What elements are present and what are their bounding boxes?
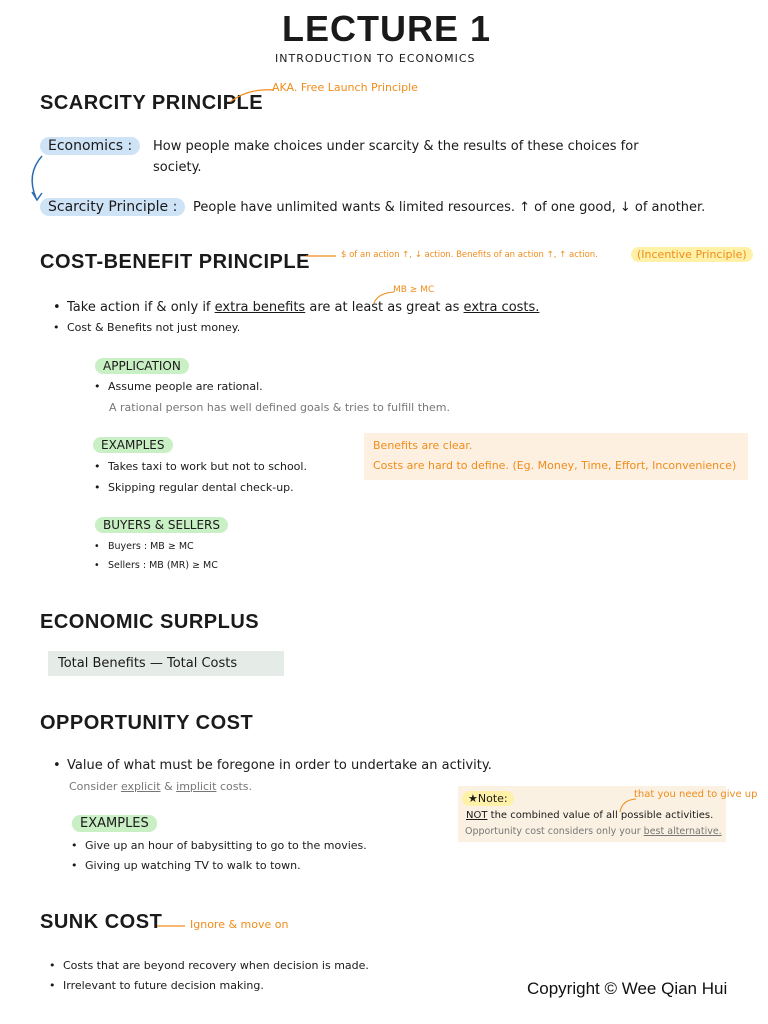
- economics-definition-line1: How people make choices under scarcity & the results of these choices for: [153, 139, 639, 154]
- sellers-rule-text: Sellers : MB (MR) ≥ MC: [108, 560, 218, 571]
- note-annotation: that you need to give up: [634, 789, 758, 800]
- consider-costs-line: [69, 780, 252, 793]
- sunk-bullet2-text: Irrelevant to future decision making.: [63, 979, 264, 992]
- sunk-bullet-1: [63, 959, 369, 972]
- mb-mc-annotation: MB ≥ MC: [393, 285, 435, 295]
- peach-line-1: Benefits are clear.: [373, 439, 473, 452]
- bullet1-text-a: Take action if & only if: [67, 300, 211, 315]
- scarcity-principle-tag: Scarcity Principle :: [40, 198, 185, 216]
- note-tag: ★Note:: [462, 791, 514, 806]
- heading-scarcity-principle: SCARCITY PRINCIPLE: [40, 92, 264, 114]
- copyright-notice: Copyright © Wee Qian Hui: [527, 979, 728, 998]
- examples-tag-cost-benefit: EXAMPLES: [93, 437, 173, 453]
- economics-tag: Economics :: [40, 137, 140, 155]
- surplus-formula-box: [48, 651, 284, 676]
- opportunity-bullet-1: [67, 758, 492, 773]
- cost-benefit-connector-line: [306, 254, 338, 258]
- page-title: LECTURE 1: [282, 8, 492, 49]
- heading-economic-surplus: ECONOMIC SURPLUS: [40, 611, 260, 633]
- application-bullet-text: Assume people are rational.: [108, 380, 263, 393]
- application-tag: APPLICATION: [95, 358, 189, 374]
- implicit-text: implicit: [176, 780, 217, 793]
- bullet1-extra-benefits: extra benefits: [214, 300, 306, 315]
- opportunity-example1-text: Give up an hour of babysitting to go to the movies.: [85, 839, 367, 852]
- opportunity-bullet1-text: Value of what must be foregone in order to undertake an activity.: [67, 758, 492, 773]
- heading-sunk-cost: SUNK COST: [40, 911, 163, 933]
- sellers-rule: [108, 560, 218, 571]
- sunk-annotation: Ignore & move on: [190, 918, 289, 931]
- benefits-costs-note-box: [364, 433, 748, 480]
- heading-opportunity-cost: OPPORTUNITY COST: [40, 712, 254, 734]
- cost-benefit-example-1: [108, 460, 307, 473]
- explicit-text: explicit: [120, 780, 161, 793]
- example1-text: Takes taxi to work but not to school.: [108, 460, 307, 473]
- buyers-rule-text: Buyers : MB ≥ MC: [108, 541, 194, 552]
- best-alternative-text: best alternative.: [643, 826, 722, 837]
- note-not-text: NOT: [466, 810, 488, 821]
- aka-connector-line: [228, 84, 276, 106]
- heading-cost-benefit-principle: COST-BENEFIT PRINCIPLE: [40, 251, 310, 273]
- application-bullet: [108, 380, 263, 393]
- sunk-bullet-2: [63, 979, 264, 992]
- amp-text: &: [164, 780, 173, 793]
- opportunity-example2-text: Giving up watching TV to walk to town.: [85, 859, 301, 872]
- bullet1-extra-costs: extra costs.: [463, 300, 540, 315]
- examples-tag-opportunity: EXAMPLES: [72, 815, 157, 832]
- buyers-rule: [108, 541, 194, 552]
- consider-text: Consider: [69, 780, 118, 793]
- opportunity-example-2: [85, 859, 301, 872]
- note-line1-text: the combined value of all possible activities.: [490, 810, 714, 821]
- note-line-2: [465, 826, 722, 837]
- cost-benefit-bullet-2: [67, 321, 240, 334]
- aka-note: AKA. Free Launch Principle: [272, 81, 418, 94]
- bullet2-text: Cost & Benefits not just money.: [67, 321, 241, 334]
- surplus-formula: Total Benefits — Total Costs: [58, 656, 238, 671]
- economics-definition-line2: society.: [153, 160, 202, 175]
- note-line-1: [466, 810, 713, 821]
- costs-text: costs.: [219, 780, 252, 793]
- cost-benefit-bullet-1: [67, 300, 539, 315]
- peach-line-2: Costs are hard to define. (Eg. Money, Time, Effort, Inconvenience): [373, 459, 737, 472]
- cost-benefit-side-note: $ of an action ↑, ↓ action. Benefits of an action ↑, ↑ action.: [341, 250, 598, 260]
- incentive-principle-tag: (Incentive Principle): [631, 247, 753, 262]
- sunk-connector-line: [157, 924, 187, 928]
- opportunity-example-1: [85, 839, 367, 852]
- application-detail: A rational person has well defined goals & tries to fulfill them.: [109, 401, 450, 414]
- buyers-sellers-tag: BUYERS & SELLERS: [95, 517, 228, 533]
- cost-benefit-example-2: [108, 481, 294, 494]
- note-line2-text: Opportunity cost considers only your: [465, 826, 641, 837]
- scarcity-principle-definition: People have unlimited wants & limited resources. ↑ of one good, ↓ of another.: [193, 200, 706, 215]
- page-subtitle: INTRODUCTION TO ECONOMICS: [275, 52, 476, 65]
- example2-text: Skipping regular dental check-up.: [108, 481, 294, 494]
- sunk-bullet1-text: Costs that are beyond recovery when decision is made.: [63, 959, 369, 972]
- bullet1-text-c: are at least as great as: [309, 300, 460, 315]
